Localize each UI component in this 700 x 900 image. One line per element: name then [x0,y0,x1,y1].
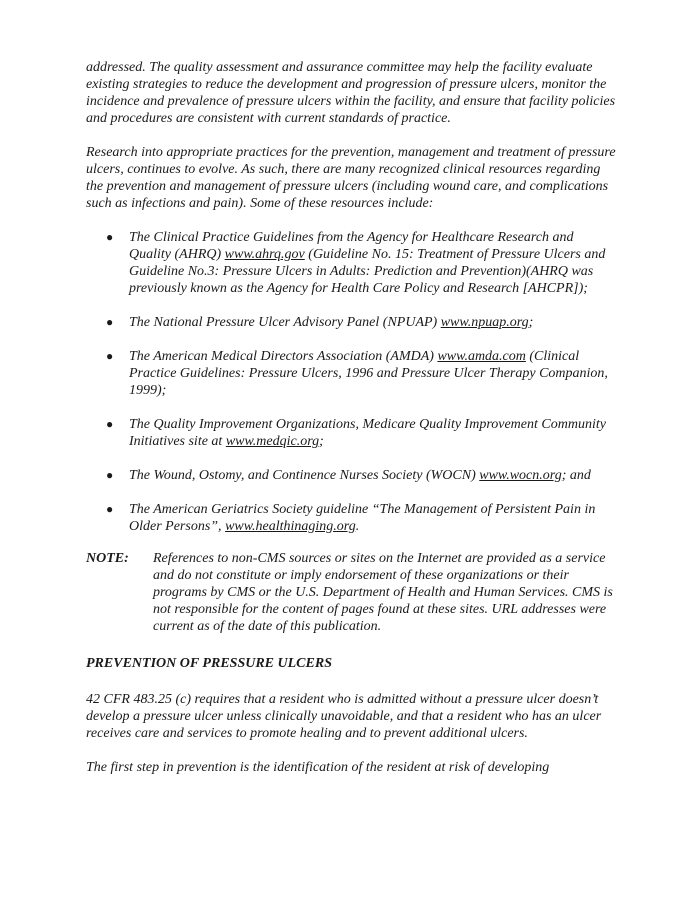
link-wocn[interactable]: www.wocn.org [479,468,562,483]
link-medqic[interactable]: www.medqic.org [225,434,320,449]
note-text: References to non-CMS sources or sites on the Internet are provided as a service and do not constitute or imply endorsement of these organizations or their programs by CMS or the U.S. Department of Health and Human Services. CMS is not responsible for the content of pages found at these sites. URL addresses were current as of the date of this publication. [153,551,613,634]
regulation-paragraph: 42 CFR 483.25 (c) requires that a resident who is admitted without a pressure ulcer doesn’t develop a pressure ulcer unless clinically unavoidable, and that a resident who has an ulcer receives care and services to promote healing and to prevent additional ulcers. [86,692,602,741]
note-label: NOTE: [86,551,129,566]
bullet-icon: ● [106,417,114,431]
link-npuap[interactable]: www.npuap.org [440,315,529,330]
resource-item-ags: ● The American Geriatrics Society guideline “The Management of Persistent Pain in Older Persons”, www.healthinaging.org. [106,502,596,534]
intro-paragraph: addressed. The quality assessment and assurance committee may help the facility evaluate existing strategies to reduce the development and progression of pressure ulcers, monitor the incidence and prevalence of pressure ulcers within the facility, and ensure that facility policies and procedures are consistent with current standards of practice. [86,60,616,126]
link-amda[interactable]: www.amda.com [437,349,526,364]
note-block [86,550,616,635]
resource-item-npuap: ● The National Pressure Ulcer Advisory Panel (NPUAP) www.npuap.org; [106,315,534,330]
resource-item-amda: ● The American Medical Directors Association (AMDA) www.amda.com (Clinical Practice Guidelines: Pressure Ulcers, 1996 and Pressure Ulcer Therapy Companion, 1999); [106,349,608,398]
link-healthinaging[interactable]: www.healthinaging.org [225,519,356,534]
resource-item-wocn: ● The Wound, Ostomy, and Continence Nurses Society (WOCN) www.wocn.org; and [106,468,591,483]
research-paragraph: Research into appropriate practices for the prevention, management and treatment of pressure ulcers, continues to evolve. As such, there are many recognized clinical resources regarding the prevention and management of pressure ulcers (including wound care, and complications such as infections and pain). Some of these resources include: [86,145,616,211]
bullet-icon: ● [106,230,114,244]
resource-list [86,229,616,535]
resource-item-ahrq: ● The Clinical Practice Guidelines from the Agency for Healthcare Research and Quality (AHRQ) www.ahrq.gov (Guideline No. 15: Treatment of Pressure Ulcers and Guideline No.3: Pressure Ulcers in Adults: Prediction and Prevention)(AHRQ was previously known as the Agency for Health Care Policy and Research [AHCPR]); [106,230,606,296]
document-page [86,59,616,776]
bullet-icon: ● [106,315,114,329]
link-ahrq[interactable]: www.ahrq.gov [224,247,305,262]
resource-item-medqic: ● The Quality Improvement Organizations, Medicare Quality Improvement Community Initiatives site at www.medqic.org; [106,417,606,449]
prevention-paragraph: The first step in prevention is the identification of the resident at risk of developing [86,760,550,775]
bullet-icon: ● [106,502,114,516]
bullet-icon: ● [106,468,114,482]
section-heading: PREVENTION OF PRESSURE ULCERS [86,656,332,671]
bullet-icon: ● [106,349,114,363]
